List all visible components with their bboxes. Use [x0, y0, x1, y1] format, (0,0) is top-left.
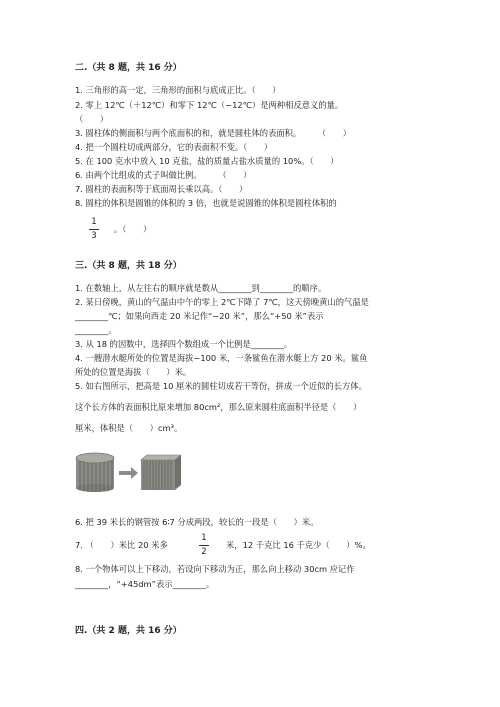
question-text: 5. 在 100 克水中放入 10 克盐，盐的质量占盐水质量的 10%。（ ） — [75, 156, 339, 166]
question-text: 8. 圆柱的体积是圆锥的体积的 3 倍，也就是说圆锥的体积是圆柱体积的 — [75, 198, 337, 208]
question-text: 4. 一艘潜水艇所处的位置是海拔−100 米，一条鲨鱼在潜水艇上方 20 米。鲨鱼 — [75, 353, 368, 363]
question-text: 厘米，体积是（ ）cm³。 — [75, 423, 183, 433]
fraction — [199, 534, 209, 556]
fraction — [89, 218, 99, 240]
section-heading: 三.（共 8 题，共 18 分） — [75, 261, 182, 271]
question-text: 3. 从 18 的因数中，选择四个数组成一个比例是________。 — [75, 339, 293, 349]
question-text: 6. 把 39 米长的钢管按 6∶7 分成两段，较长的一段是（ ）米。 — [75, 517, 319, 527]
question-text: ________，“+45dm”表示________。 — [75, 579, 215, 589]
answer-blank: （ ） — [75, 114, 109, 124]
question-text: 2. 零上 12℃（＋12℃）和零下 12℃（−12℃）是两种相反意义的量。 — [75, 100, 344, 110]
cuboid-image — [141, 455, 181, 490]
fraction-denominator: 2 — [201, 546, 207, 557]
section-heading: 二.（共 8 题，共 16 分） — [75, 63, 182, 73]
question-text: 1. 在数轴上，从左往右的顺序就是数从________到________的顺序。 — [75, 283, 327, 293]
answer-blank: 。（ ） — [114, 224, 152, 234]
question-text: 5. 如右图所示，把高是 10 厘米的圆柱切成若干等份，拼成一个近似的长方体。 — [75, 381, 367, 391]
cylinder-to-cuboid-figure — [75, 452, 185, 492]
section-heading: 四.（共 2 题，共 16 分） — [75, 626, 182, 636]
fraction-numerator: 1 — [91, 217, 97, 227]
arrow-icon — [119, 467, 138, 479]
question-text: ________。 — [75, 325, 117, 335]
question-text: 所处的位置是海拔（ ）米。 — [75, 367, 192, 377]
fraction-denominator: 3 — [91, 230, 97, 241]
question-text: 6. 由两个比组成的式子叫做比例。 （ ） — [75, 170, 252, 180]
fraction-numerator: 1 — [201, 533, 207, 543]
question-text: ________℃；如果向西走 20 米记作“−20 米”，那么“+50 米”表示 — [75, 311, 324, 321]
question-text: 2. 某日傍晚，黄山的气温由中午的零上 2℃下降了 7℃，这天傍晚黄山的气温是 — [75, 297, 369, 307]
question-text: 7. 圆柱的表面积等于底面周长乘以高。（ ） — [75, 184, 248, 194]
question-text: 米，12 千克比 16 千克少（ ）%。 — [226, 540, 371, 550]
question-text: 4. 把一个圆柱切成两部分，它的表面积不变。（ ） — [75, 142, 273, 152]
question-text: 这个长方体的表面积比原来增加 80cm²，那么原来圆柱底面积半径是（ ） — [75, 402, 362, 412]
question-text: 7. （ ）米比 20 米多 — [75, 540, 168, 550]
question-text: 1. 三角形的高一定，三角形的面积与底成正比。（ ） — [75, 85, 281, 95]
question-text: 3. 圆柱体的侧面积与两个底面积的和，就是圆柱体的表面积。 （ ） — [75, 128, 352, 138]
cylinder-image — [76, 453, 114, 492]
question-text: 8. 一个物体可以上下移动，若设向下移动为正，那么向上移动 30cm 应记作 — [75, 564, 355, 574]
